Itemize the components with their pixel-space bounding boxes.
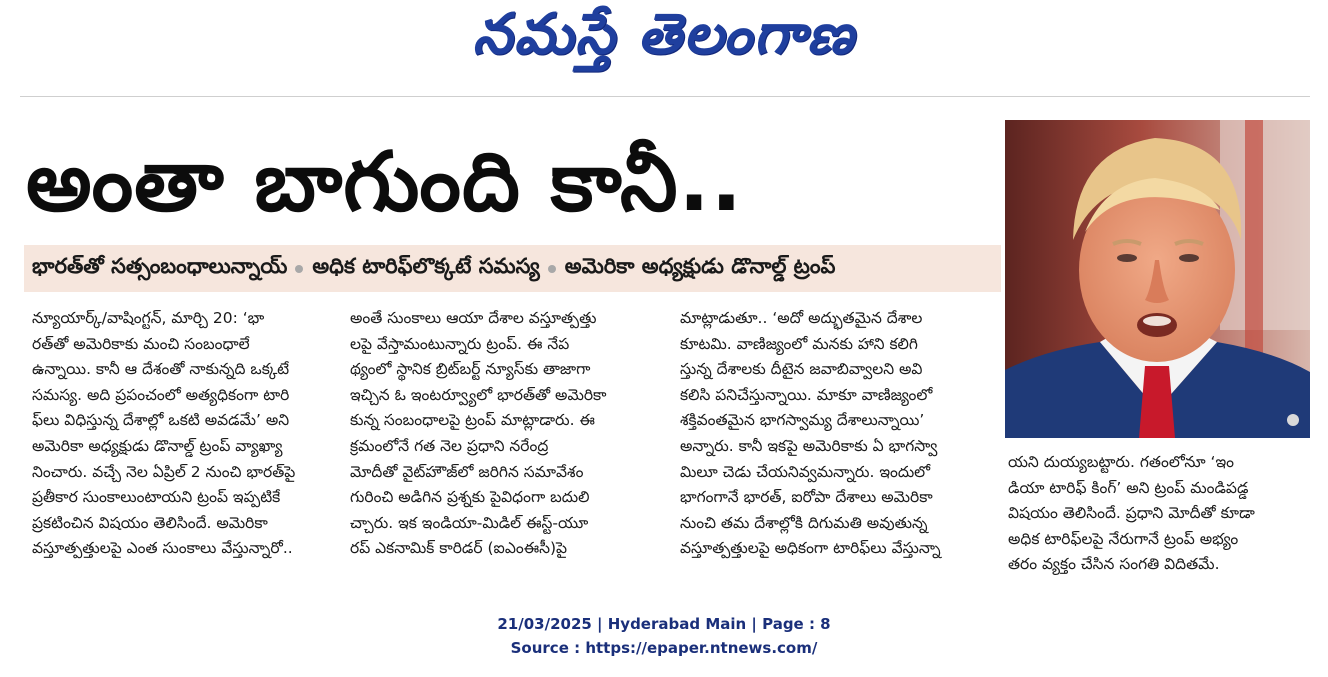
article-line: స్తున్న దేశాలకు దీటైన జవాబివ్వాలని అవి xyxy=(680,360,923,379)
article-line: ఫ్‌లు విధిస్తున్న దేశాల్లో ఒకటి అవడమే’ అని xyxy=(32,411,290,430)
deck-item-1: భారత్‌తో సత్సంబంధాలున్నాయ్ xyxy=(32,253,288,278)
deck-item-2: అధిక టారిఫ్‌లొక్కటే సమస్య xyxy=(312,253,540,278)
article-line: కున్న సంబంధాలపై ట్రంప్ మాట్లాడారు. ఈ xyxy=(350,411,595,430)
article-column-4 xyxy=(1008,450,1308,590)
article-line: రప్ ఎకనామిక్ కారిడర్ (ఐఎంఈసీ)పై xyxy=(350,539,568,558)
article-line: విషయం తెలిసిందే. ప్రధాని మోదీతో కూడా xyxy=(1008,504,1255,523)
article-line: ప్రకటించిన విషయం తెలిసిందే. అమెరికా xyxy=(32,513,268,532)
article-line: తరం వ్యక్తం చేసిన సంగతి విదితమే. xyxy=(1008,555,1220,574)
article-line: క్రమంలోనే గత నెల ప్రధాని నరేంద్ర xyxy=(350,436,549,455)
article-line: భాగంగానే భారత్, ఐరోపా దేశాలు అమెరికా xyxy=(680,488,933,507)
headline: అంతా బాగుంది కానీ.. xyxy=(26,135,743,230)
article-line: అన్నారు. కానీ ఇకపై అమెరికాకు ఏ భాగస్వా xyxy=(680,436,938,455)
article-line: రత్‌తో అమెరికాకు మంచి సంబంధాలే xyxy=(32,334,250,353)
article-line: కూటమి. వాణిజ్యంలో మనకు హాని కలిగి xyxy=(680,334,918,353)
article-line: థ్యంలో స్థానిక బ్రిట్‌బర్ట్ న్యూస్‌కు తాజాగా xyxy=(350,360,591,379)
article-column-2 xyxy=(350,306,668,588)
article-line: ఇచ్చిన ఓ ఇంటర్వ్యూలో భారత్‌తో అమెరికా xyxy=(350,385,607,404)
article-line: ప్రతీకార సుంకాలుంటాయని ట్రంప్ ఇప్పటికే xyxy=(32,488,281,507)
article-line: మాట్లాడుతూ.. ‘అదో అద్భుతమైన దేశాల xyxy=(680,309,923,327)
deck-item-3: అమెరికా అధ్యక్షుడు డొనాల్డ్ ట్రంప్ xyxy=(564,253,836,278)
bullet-dot-icon xyxy=(295,265,303,273)
article-line: వస్తూత్పత్తులపై ఎంత సుంకాలు వేస్తున్నారో.. xyxy=(32,539,293,558)
article-line: మోదీతో వైట్‌హౌజ్‌లో జరిగిన సమావేశం xyxy=(350,462,584,481)
article-line: డియా టారిఫ్ కింగ్’ అని ట్రంప్ మండిపడ్డ xyxy=(1008,478,1249,497)
article-line: వస్తూత్పత్తులపై అధికంగా టారిఫ్‌లు వేస్తున్నా xyxy=(680,539,941,558)
edition-info: 21/03/2025 | Hyderabad Main | Page : 8 xyxy=(497,615,831,633)
article-line: లపై వేస్తామంటున్నారు ట్రంప్. ఈ నేప xyxy=(350,334,570,353)
subheadline-deck xyxy=(24,245,1001,292)
article-column-1 xyxy=(32,306,332,588)
article-line: కలిసి పనిచేస్తున్నాయి. మాకూ వాణిజ్యంలో xyxy=(680,385,933,404)
article-line: నుంచి తమ దేశాల్లోకి దిగుమతి అవుతున్న xyxy=(680,513,928,532)
article-line: అధిక టారిఫ్‌లపై నేరుగానే ట్రంప్ అభ్యం xyxy=(1008,529,1239,548)
article-line: నించారు. వచ్చే నెల ఏప్రిల్ 2 నుంచి భారత్‌పై xyxy=(32,462,296,481)
article-line: గురించి అడిగిన ప్రశ్నకు పైవిధంగా బదులి xyxy=(350,488,590,507)
article-line: అంతే సుంకాలు ఆయా దేశాల వస్తూత్పత్తు xyxy=(350,309,597,327)
article-line: మిలూ చెడు చేయనివ్వమన్నారు. ఇందులో xyxy=(680,462,931,481)
masthead-title: నమస్తే తెలంగాణ xyxy=(472,1,856,67)
article-line: యని దుయ్యబట్టారు. గతంలోనూ ‘ఇం xyxy=(1008,453,1235,471)
article-line: శక్తివంతమైన భాగస్వామ్య దేశాలున్నాయి’ xyxy=(680,411,925,430)
masthead-divider xyxy=(20,96,1310,97)
footer xyxy=(0,612,1328,660)
article-line: సమస్య. అది ప్రపంచంలో అత్యధికంగా టారి xyxy=(32,385,290,404)
article-line: అమెరికా అధ్యక్షుడు డొనాల్డ్ ట్రంప్ వ్యాఖ్యా xyxy=(32,436,283,455)
source-link[interactable]: Source : https://epaper.ntnews.com/ xyxy=(510,639,818,657)
portrait-photo xyxy=(1005,120,1310,438)
article-line: ఉన్నాయి. కానీ ఆ దేశంతో నాకున్నది ఒక్కటే xyxy=(32,360,290,379)
masthead xyxy=(0,0,1328,82)
article-column-3 xyxy=(680,306,990,588)
article-line: న్యూయార్క్/వాషింగ్టన్, మార్చి 20: ‘భా xyxy=(32,309,265,327)
article-line: చ్చారు. ఇక ఇండియా-మిడిల్ ఈస్ట్-యూ xyxy=(350,513,589,532)
bullet-dot-icon xyxy=(548,265,556,273)
